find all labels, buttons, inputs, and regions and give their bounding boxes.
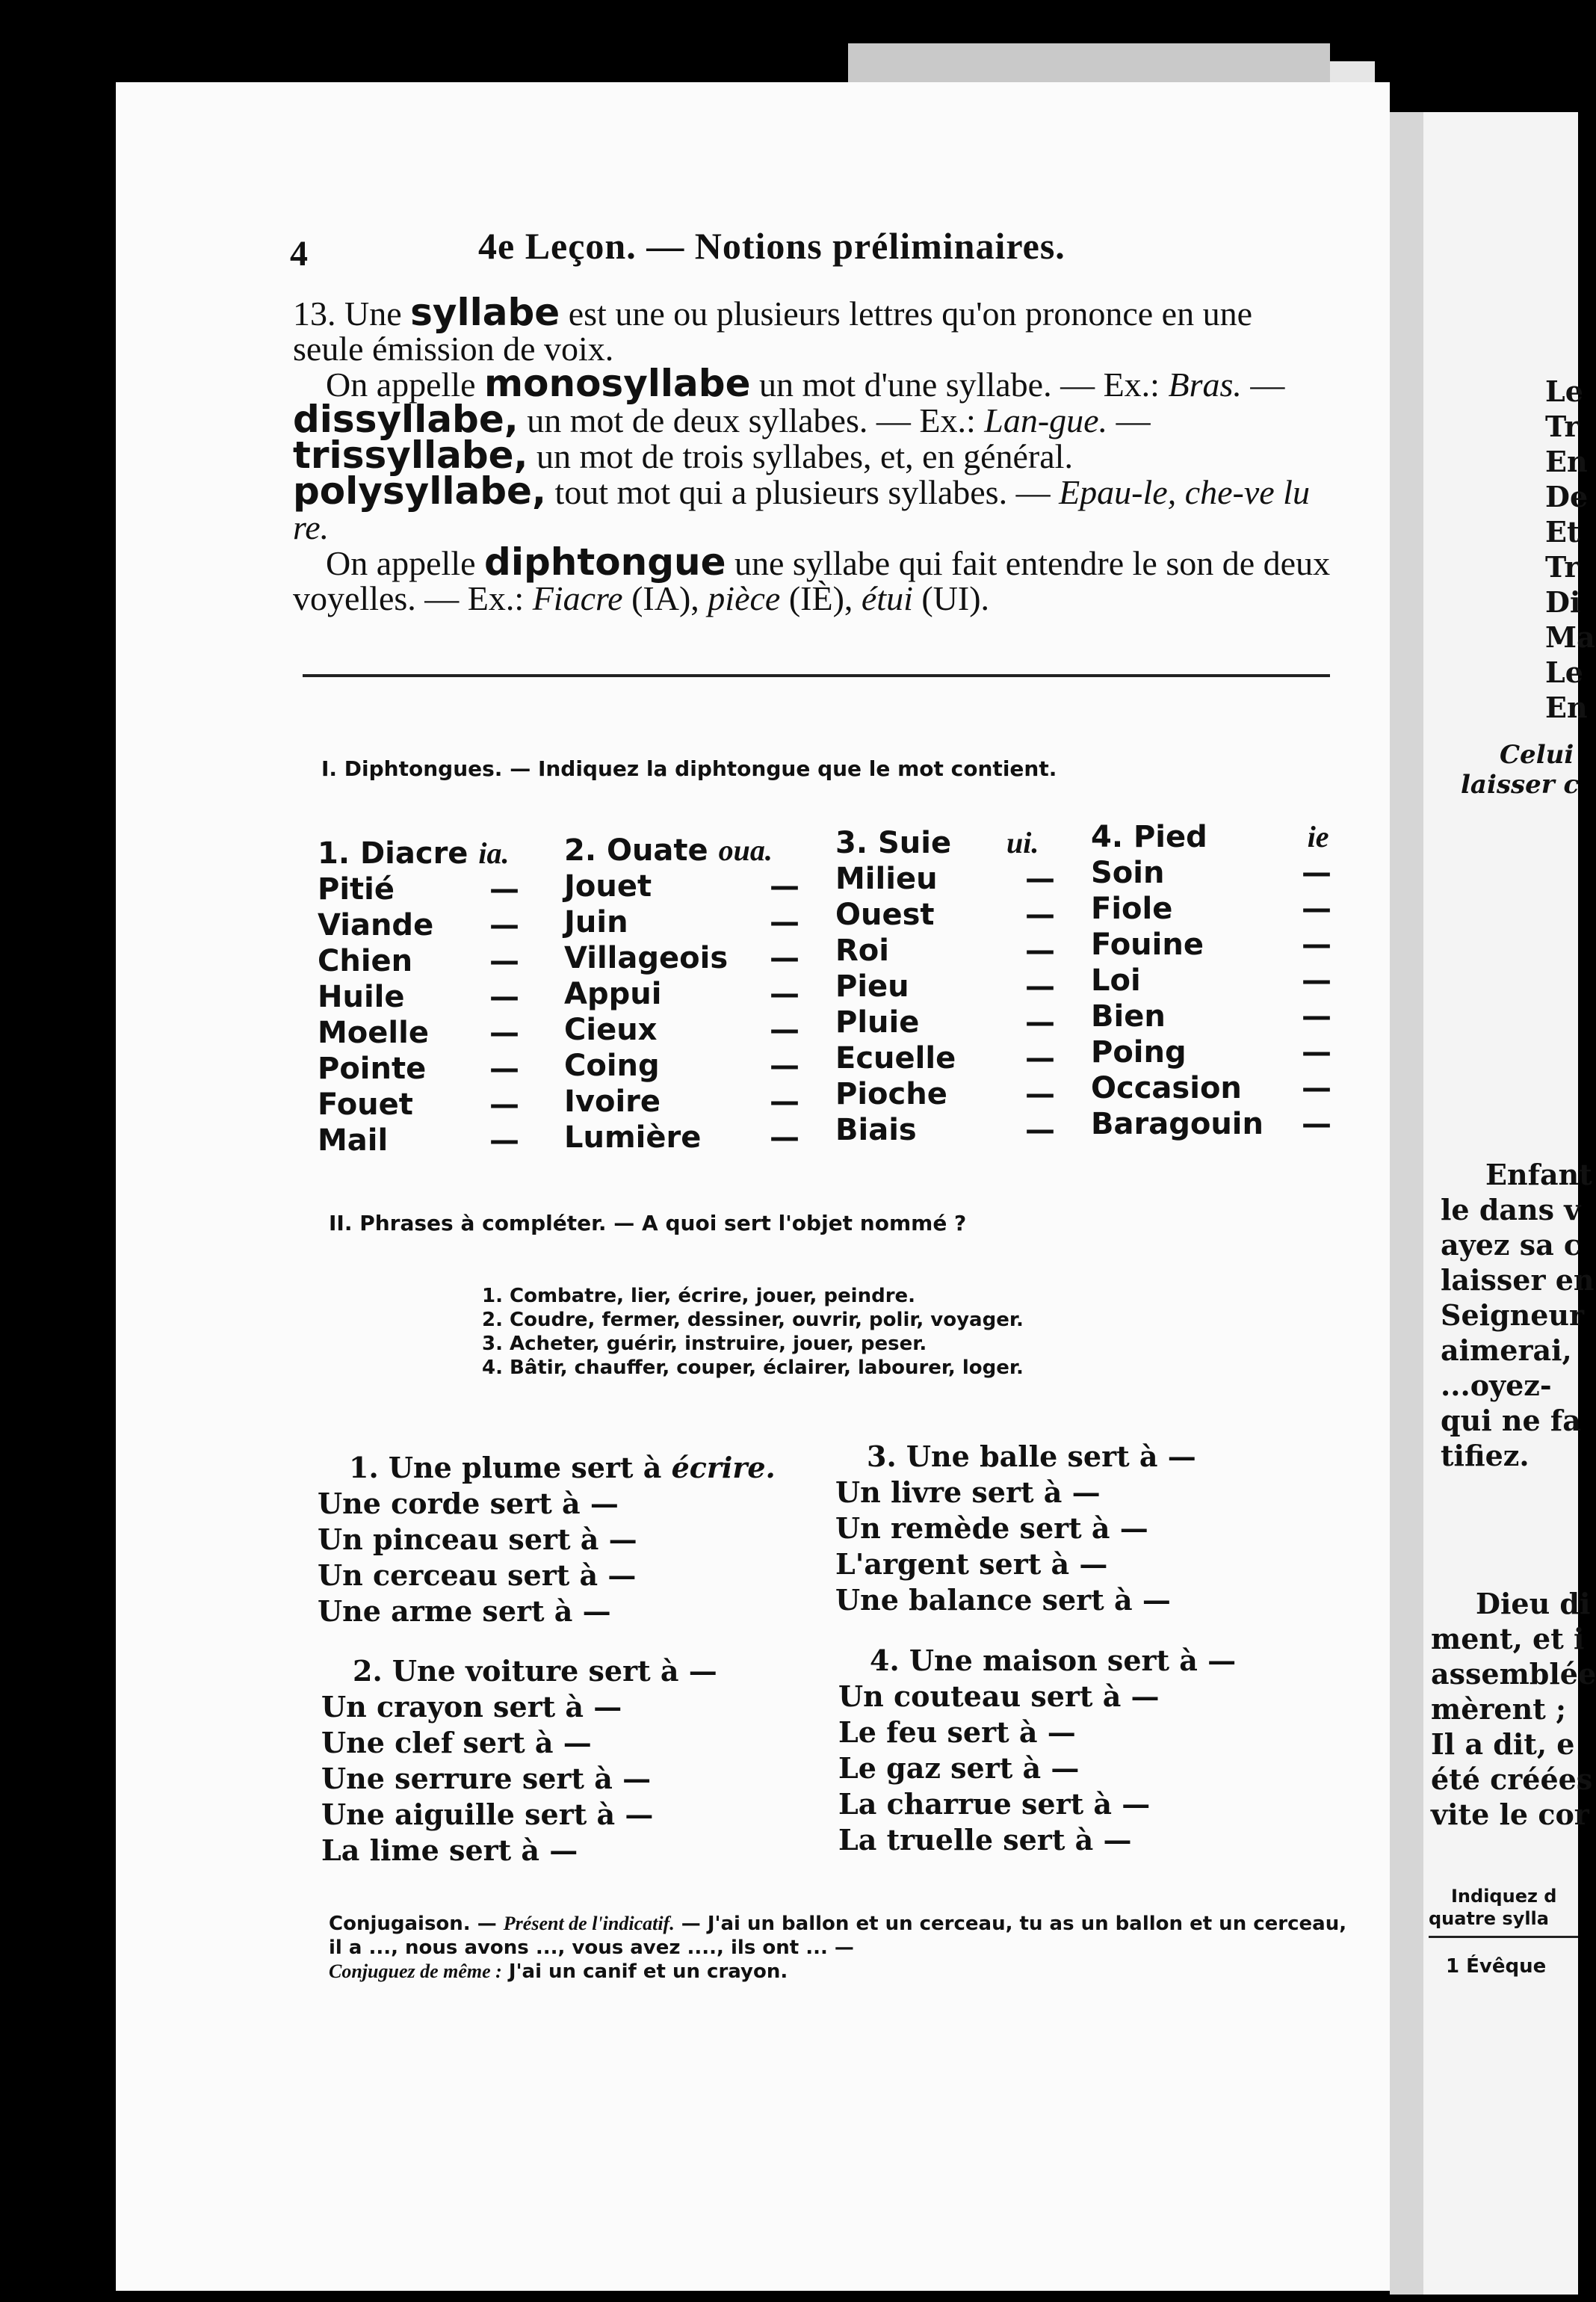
right-page-column: Le Tr En De Et Tr Di Ma Le En bbox=[1545, 374, 1595, 724]
section-1-title: I. Diphtongues. — Indiquez la diphtongue que le mot contient. bbox=[321, 756, 1057, 781]
word: Viande bbox=[318, 908, 434, 942]
word: Pluie bbox=[835, 1005, 920, 1040]
paragraph-13: 13. Une syllabe est une ou plusieurs lettres qu'on prononce en une seule émission de voix. On appelle monosyllabe un mot d'une syllabe. — Ex.: Bras. — dissyllabe, un mot de deux syllabes. — Ex.: Lan-gue. — trissyllabe, un mot de trois syllabes, et, en général. polysyllabe, tout mot qui a plusieurs syllabes. — Epau-le, che-ve lu re. On appelle diphtongue une syllabe qui fait entendre le son de deux voyelles. — Ex.: Fiacre (IA), pièce (IÈ), étui (UI). bbox=[293, 291, 1331, 617]
word: Pitié bbox=[318, 872, 395, 907]
word: Huile bbox=[318, 980, 405, 1014]
sentence: Le feu sert à — bbox=[838, 1715, 1076, 1749]
word: Loi bbox=[1091, 963, 1141, 998]
word: Pieu bbox=[835, 969, 909, 1004]
word: Pioche bbox=[835, 1077, 947, 1111]
word: Fouine bbox=[1091, 928, 1204, 962]
verb-list bbox=[482, 1284, 1024, 1380]
dash-column-2: — — — — — — — — bbox=[770, 869, 799, 1155]
word: Milieu bbox=[835, 862, 938, 896]
word: Occasion bbox=[1091, 1071, 1242, 1105]
sentence: 1. Une plume sert à écrire. bbox=[349, 1451, 776, 1484]
section-2-title: II. Phrases à compléter. — A quoi sert l'objet nommé ? bbox=[329, 1211, 967, 1235]
conjugation-exercise: Conjugaison. — Présent de l'indicatif. — J'ai un ballon et un cerceau, tu as un ballon et un cerceau, il a ..., nous avons ..., vous avez ...., ils ont ... — Conjuguez de même : J'ai un canif et un crayon. bbox=[329, 1913, 1347, 1983]
word: Cieux bbox=[564, 1013, 658, 1047]
diphtong-column-4 bbox=[1091, 819, 1329, 1142]
word: Ivoire bbox=[564, 1084, 661, 1119]
right-page-block-2: Enfant le dans v ayez sa c laisser en Seigneur aimerai, ...oyez- qui ne fa tifiez. bbox=[1441, 1158, 1595, 1472]
diphtong-column-2 bbox=[564, 833, 773, 1155]
page-title: 4e Leçon. — Notions préliminaires. bbox=[478, 225, 1065, 267]
sentence: 4. Une maison sert à — bbox=[870, 1644, 1237, 1677]
word: Juin bbox=[564, 905, 628, 939]
verb-line: 3. Acheter, guérir, instruire, jouer, peser. bbox=[482, 1333, 927, 1355]
column-head: 2. Ouate oua. bbox=[564, 833, 773, 868]
sentence: La charrue sert à — bbox=[838, 1787, 1151, 1821]
sentence: L'argent sert à — bbox=[835, 1547, 1108, 1581]
word: Soin bbox=[1091, 856, 1165, 890]
word: Ecuelle bbox=[835, 1041, 956, 1076]
dash-column-4: — — — — — — — — bbox=[1302, 856, 1331, 1141]
word: Bien bbox=[1091, 999, 1166, 1034]
sentence: Une aiguille sert à — bbox=[321, 1798, 654, 1831]
verb-line: 2. Coudre, fermer, dessiner, ouvrir, polir, voyager. bbox=[482, 1309, 1024, 1331]
sentence: Une clef sert à — bbox=[321, 1726, 592, 1759]
word: Coing bbox=[564, 1049, 660, 1083]
word: Chien bbox=[318, 944, 413, 978]
sentence-group-4 bbox=[838, 1643, 1236, 1858]
verb-line: 1. Combatre, lier, écrire, jouer, peindre. bbox=[482, 1285, 916, 1307]
right-page-italic: Celui laisser c bbox=[1461, 740, 1580, 800]
right-page-block-3: Dieu di ment, et i assemblée mèrent ; Il a dit, e été créées vite le cor bbox=[1431, 1587, 1596, 1831]
sentence-group-3 bbox=[835, 1439, 1196, 1618]
dash-column-1: — — — — — — — — bbox=[489, 872, 519, 1158]
word: Lumière bbox=[564, 1120, 702, 1155]
sentence-group-2 bbox=[321, 1653, 717, 1869]
sentence: Une balance sert à — bbox=[835, 1583, 1171, 1617]
sentence: Un crayon sert à — bbox=[321, 1690, 622, 1724]
word: Ouest bbox=[835, 898, 935, 932]
sentence: Une corde sert à — bbox=[318, 1487, 619, 1520]
sentence: Une serrure sert à — bbox=[321, 1762, 652, 1795]
right-page-rule bbox=[1429, 1936, 1578, 1938]
word: Appui bbox=[564, 977, 662, 1011]
sentence: Le gaz sert à — bbox=[838, 1751, 1080, 1785]
word: Moelle bbox=[318, 1016, 429, 1050]
word: Mail bbox=[318, 1123, 389, 1158]
page-number: 4 bbox=[290, 234, 308, 274]
sentence: La lime sert à — bbox=[321, 1833, 578, 1867]
sentence: Une arme sert à — bbox=[318, 1594, 611, 1628]
word: Villageois bbox=[564, 941, 729, 975]
column-head: 1. Diacre ia. bbox=[318, 836, 510, 871]
word: Fouet bbox=[318, 1087, 413, 1122]
dash-column-3: — — — — — — — — bbox=[1025, 862, 1055, 1147]
sentence: 2. Une voiture sert à — bbox=[353, 1654, 717, 1688]
sentence: Un livre sert à — bbox=[835, 1475, 1101, 1509]
word: Jouet bbox=[564, 869, 652, 904]
sentence: 3. Une balle sert à — bbox=[867, 1439, 1196, 1473]
verb-line: 4. Bâtir, chauffer, couper, éclairer, labourer, loger. bbox=[482, 1357, 1024, 1379]
sentence: La truelle sert à — bbox=[838, 1823, 1132, 1857]
word: Biais bbox=[835, 1113, 917, 1147]
sentence: Un cerceau sert à — bbox=[318, 1558, 637, 1592]
sentence: Un remède sert à — bbox=[835, 1511, 1148, 1545]
word: Baragouin bbox=[1091, 1107, 1264, 1141]
word: Roi bbox=[835, 934, 889, 968]
column-head: 4. Pied ie bbox=[1091, 820, 1329, 854]
sentence-group-1 bbox=[318, 1450, 776, 1629]
right-page-footer: Indiquez d quatre sylla bbox=[1429, 1886, 1557, 1929]
sentence: Un pinceau sert à — bbox=[318, 1522, 637, 1556]
word: Pointe bbox=[318, 1052, 427, 1086]
word: Poing bbox=[1091, 1035, 1187, 1070]
column-head: 3. Suie ui. bbox=[835, 826, 1039, 860]
divider-rule bbox=[303, 674, 1330, 677]
right-page-note: 1 Évêque bbox=[1446, 1955, 1547, 1978]
diphtong-column-3 bbox=[835, 825, 1039, 1148]
word: Fiole bbox=[1091, 892, 1173, 926]
sentence: Un couteau sert à — bbox=[838, 1679, 1160, 1713]
diphtong-column-1 bbox=[318, 836, 510, 1158]
